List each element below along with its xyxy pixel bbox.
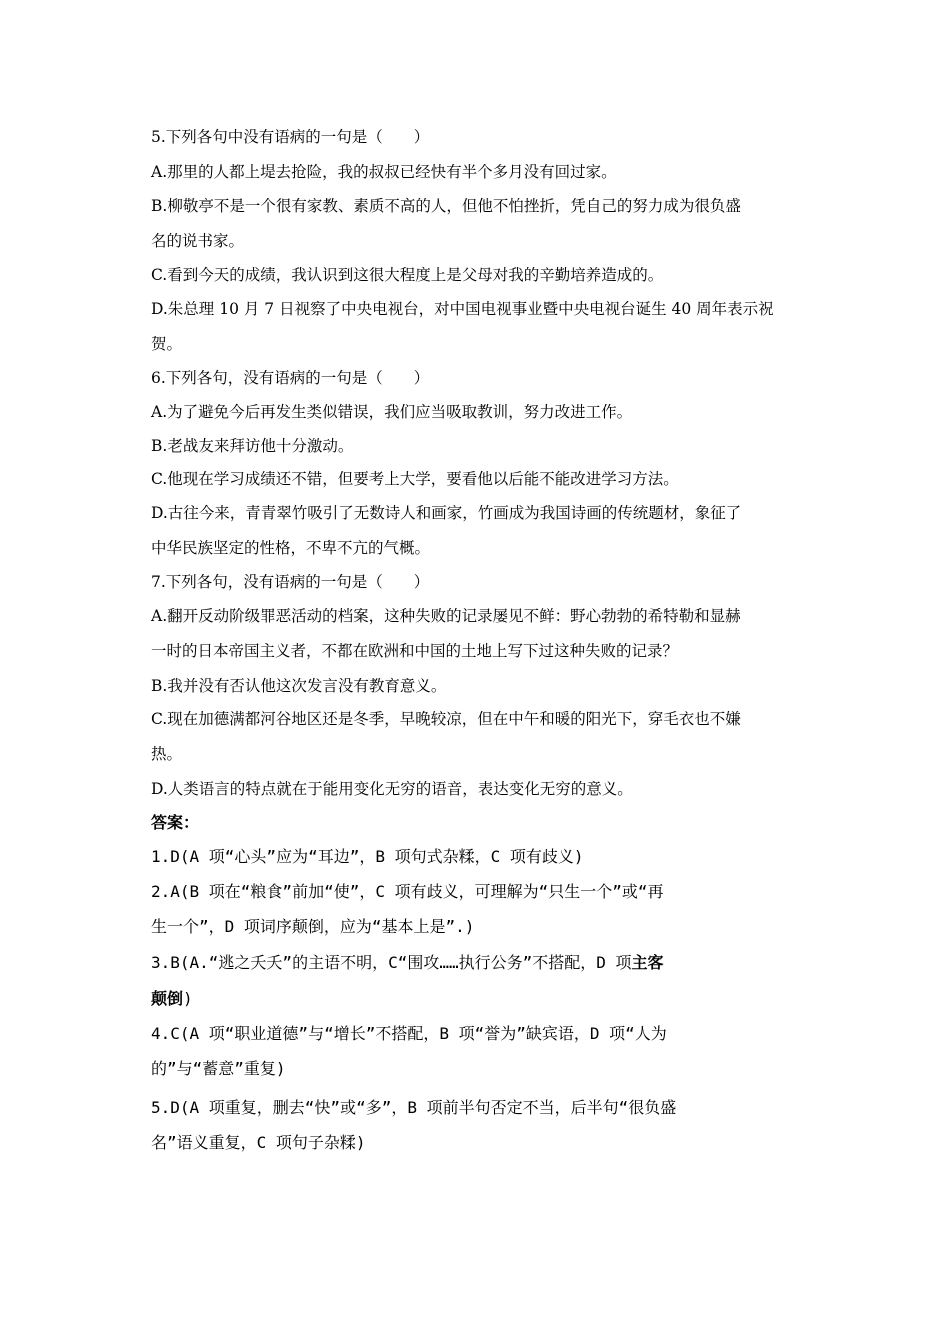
- question-5-option-d: D.朱总理 10 月 7 日视察了中央电视台，对中国电视事业暨中央电视台诞生 40 周年表示祝: [151, 300, 774, 318]
- answer-5: 5.D(A 项重复，删去“快”或“多”，B 项前半句否定不当，后半句“很负盛: [151, 1098, 677, 1117]
- question-7-option-d: D.人类语言的特点就在于能用变化无穷的语音，表达变化无穷的意义。: [151, 780, 633, 798]
- answer-4-cont: 的”与“蓄意”重复): [151, 1059, 286, 1078]
- question-6-option-d-cont: 中华民族坚定的性格，不卑不亢的气概。: [151, 539, 431, 557]
- question-6-stem: 6.下列各句，没有语病的一句是（ ）: [151, 369, 430, 387]
- question-5-option-a: A.那里的人都上堤去抢险，我的叔叔已经快有半个多月没有回过家。: [151, 163, 617, 181]
- answer-3-bold-cont: 颠倒: [151, 989, 184, 1008]
- question-6-option-b: B.老战友来拜访他十分激动。: [151, 437, 354, 455]
- answer-4: 4.C(A 项“职业道德”与“增长”不搭配，B 项“誉为”缺宾语，D 项“人为: [151, 1024, 667, 1043]
- answer-3-text: 3.B(A.“逃之夭夭”的主语不明，C“围攻……执行公务”不搭配，D 项: [151, 953, 632, 972]
- question-6-option-d: D.古往今来，青青翠竹吸引了无数诗人和画家，竹画成为我国诗画的传统题材，象征了: [151, 504, 742, 522]
- question-7-option-a-cont: 一时的日本帝国主义者，不都在欧洲和中国的土地上写下过这种失败的记录？: [151, 642, 679, 660]
- answer-5-cont: 名”语义重复，C 项句子杂糅): [151, 1133, 366, 1152]
- question-7-stem: 7.下列各句，没有语病的一句是（ ）: [151, 573, 430, 591]
- question-7-option-c-cont: 热。: [151, 745, 183, 763]
- answer-1: 1.D(A 项“心头”应为“耳边”，B 项句式杂糅，C 项有歧义): [151, 847, 584, 866]
- question-5-stem: 5.下列各句中没有语病的一句是（ ）: [151, 128, 430, 146]
- question-7-option-b: B.我并没有否认他这次发言没有教育意义。: [151, 677, 447, 695]
- question-5-option-d-cont: 贺。: [151, 335, 183, 353]
- question-7-option-a: A.翻开反动阶级罪恶活动的档案，这种失败的记录屡见不鲜：野心勃勃的希特勒和显赫: [151, 607, 741, 625]
- answer-3-close: ): [183, 989, 193, 1008]
- answer-3: [151, 953, 811, 973]
- question-5-option-b-cont: 名的说书家。: [151, 232, 245, 250]
- answer-2: 2.A(B 项在“粮食”前加“使”，C 项有歧义，可理解为“只生一个”或“再: [151, 882, 664, 901]
- question-6-option-a: A.为了避免今后再发生类似错误，我们应当吸取教训，努力改进工作。: [151, 403, 633, 421]
- answers-heading: 答案：: [151, 813, 200, 832]
- question-5-option-b: B.柳敬亭不是一个很有家教、素质不高的人，但他不怕挫折，凭自己的努力成为很负盛: [151, 197, 741, 215]
- answer-2-cont: 生一个”，D 项词序颠倒，应为“基本上是”.): [151, 917, 475, 936]
- question-5-option-c: C.看到今天的成绩，我认识到这很大程度上是父母对我的辛勤培养造成的。: [151, 266, 664, 284]
- question-7-option-c: C.现在加德满都河谷地区还是冬季，早晚较凉，但在中午和暖的阳光下，穿毛衣也不嫌: [151, 710, 741, 728]
- answer-3-cont: [151, 989, 811, 1009]
- question-6-option-c: C.他现在学习成绩还不错，但要考上大学，要看他以后能不能改进学习方法。: [151, 470, 679, 488]
- answer-3-bold: 主客: [631, 953, 664, 972]
